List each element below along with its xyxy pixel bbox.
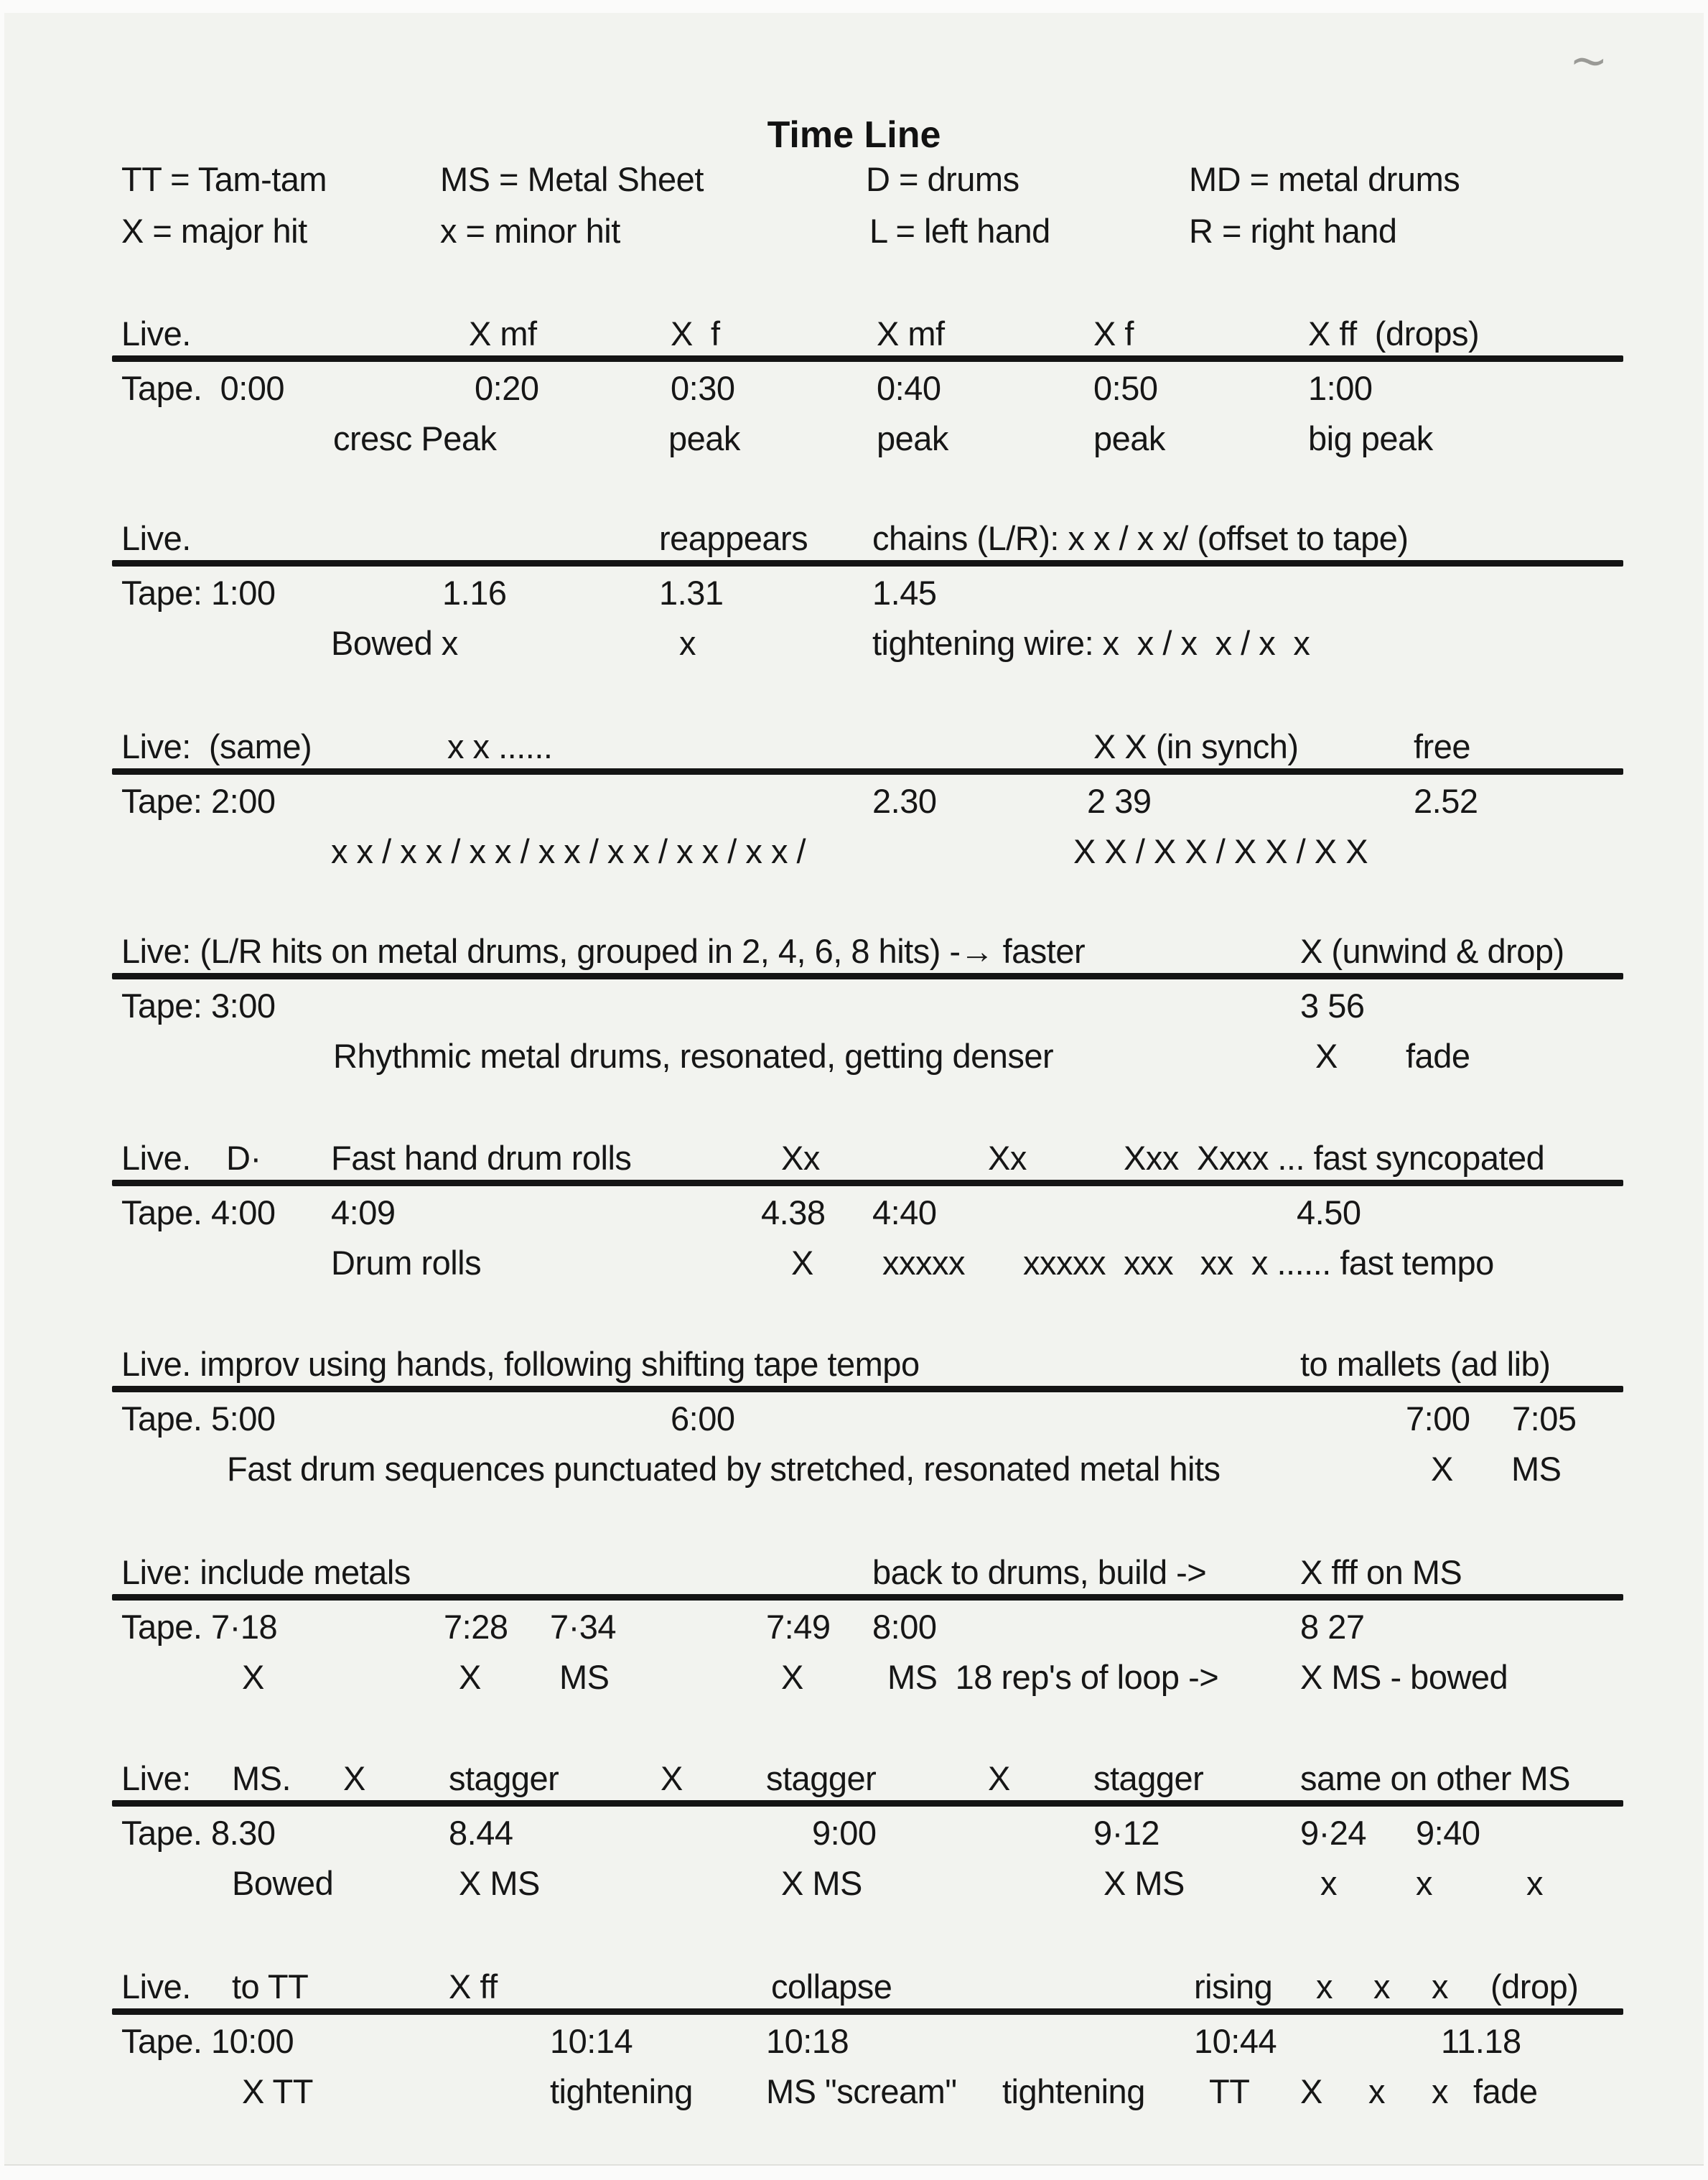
sub-row-item: cresc Peak	[333, 419, 497, 457]
sub-row-item: X MS	[781, 1864, 862, 1902]
tape-row-item: 10:44	[1194, 2022, 1277, 2060]
tape-row-item: 0:50	[1093, 369, 1158, 407]
sub-row-item: peak	[1093, 419, 1165, 457]
live-row-item: X	[661, 1759, 683, 1797]
live-row-item: Live.	[121, 519, 191, 557]
sub-row-item: Fast drum sequences punctuated by stretched, resonated metal hits	[227, 1450, 1221, 1488]
live-row-item: X ff	[449, 1967, 498, 2006]
tape-row-item: 7·34	[550, 1608, 617, 1646]
sub-row-item: X X / X X / X X / X X	[1073, 832, 1368, 870]
tape-row-item: Tape. 8.30	[121, 1814, 276, 1852]
section-divider-rule	[112, 2008, 1623, 2015]
tape-row-item: Tape. 4:00	[121, 1193, 276, 1231]
live-row-item: stagger	[766, 1759, 877, 1797]
live-row-item: D·	[226, 1139, 261, 1177]
live-row-item: Live: (L/R hits on metal drums, grouped in 2, 4, 6, 8 hits) -→ faster	[121, 932, 1086, 970]
sub-row-item: x	[1432, 2072, 1448, 2110]
tape-row-item: Tape. 10:00	[121, 2022, 294, 2060]
sub-row-item: MS	[559, 1658, 610, 1696]
live-row-item: stagger	[1093, 1759, 1204, 1797]
tape-row-item: 9·12	[1093, 1814, 1160, 1852]
live-row-item: X	[343, 1759, 365, 1797]
sub-row-item: tightening wire: x x / x x / x x	[872, 624, 1310, 662]
live-row-item: same on other MS	[1300, 1759, 1571, 1797]
tape-row-item: 4.50	[1297, 1193, 1361, 1231]
live-row-item: reappears	[659, 519, 808, 557]
legend-item: X = major hit	[121, 212, 307, 250]
live-row-item: Live: include metals	[121, 1553, 411, 1591]
timeline-sections	[4, 13, 1704, 2164]
sub-row-item: peak	[877, 419, 948, 457]
live-row-item: x	[1432, 1967, 1448, 2006]
tape-row-item: 4.38	[761, 1193, 826, 1231]
live-row-item: Xx	[988, 1139, 1027, 1177]
tape-row-item: Tape: 1:00	[121, 574, 276, 612]
sub-row-item: big peak	[1308, 419, 1433, 457]
sub-row-item: TT	[1209, 2072, 1250, 2110]
sub-row-item: Bowed	[232, 1864, 334, 1902]
sub-row-item: X	[781, 1658, 803, 1696]
live-row-item: rising	[1194, 1967, 1273, 2006]
live-row-item: X mf	[469, 315, 537, 353]
tape-row-item: 2.52	[1414, 782, 1478, 820]
timeline-section-9	[4, 13, 1704, 2164]
legend-item: R = right hand	[1189, 212, 1397, 250]
live-row-item: X X (in synch)	[1093, 727, 1299, 765]
sub-row-item: xxxxx	[882, 1244, 965, 1282]
sub-row-item: tightening	[550, 2072, 693, 2110]
scanned-timeline-page	[4, 13, 1704, 2166]
tape-row-item: Tape. 0:00	[121, 369, 285, 407]
sub-row-item: x	[1526, 1864, 1543, 1902]
live-row-item: Live: (same)	[121, 727, 312, 765]
legend-item: TT = Tam-tam	[121, 160, 327, 198]
sub-row-item: tightening	[1002, 2072, 1145, 2110]
tape-row-item: 1.16	[442, 574, 507, 612]
sub-row-item: X TT	[242, 2072, 313, 2110]
sub-row-item: x	[679, 624, 696, 662]
tape-row-item: Tape. 7·18	[121, 1608, 278, 1646]
tape-row-item: 10:18	[766, 2022, 849, 2060]
tape-row-item: 1:00	[1308, 369, 1373, 407]
tape-row-item: 4:09	[331, 1193, 396, 1231]
live-row-item: X ff (drops)	[1308, 315, 1480, 353]
tape-row-item: 0:30	[671, 369, 735, 407]
legend-item: MS = Metal Sheet	[440, 160, 704, 198]
sub-row-item: x	[1416, 1864, 1432, 1902]
live-row-item: back to drums, build ->	[872, 1553, 1207, 1591]
sub-row-item: fade	[1473, 2072, 1538, 2110]
sub-row-item: X	[242, 1658, 264, 1696]
tape-row-item: 3 56	[1300, 987, 1365, 1025]
live-row-item: to TT	[232, 1967, 309, 2006]
live-row-item: x	[1316, 1967, 1333, 2006]
live-row-item: chains (L/R): x x / x x/ (offset to tape)	[872, 519, 1409, 557]
tape-row-item: 9:40	[1416, 1814, 1480, 1852]
live-row-item: X (unwind & drop)	[1300, 932, 1564, 970]
sub-row-item: X	[1300, 2072, 1322, 2110]
sub-row-item: MS	[1511, 1450, 1562, 1488]
live-row-item: Xx	[781, 1139, 820, 1177]
sub-row-item: Bowed x	[331, 624, 458, 662]
live-row-item: X mf	[877, 315, 945, 353]
sub-row-item: MS "scream"	[766, 2072, 957, 2110]
live-row-item: X f	[671, 315, 720, 353]
tape-row-item: 11.18	[1441, 2022, 1521, 2060]
live-row-item: to mallets (ad lib)	[1300, 1345, 1551, 1383]
tape-row-item: 6:00	[671, 1399, 735, 1438]
tape-row-item: 2.30	[872, 782, 937, 820]
tape-row-item: Tape. 5:00	[121, 1399, 276, 1438]
page-title: Time Line	[767, 114, 941, 156]
live-row-item: Live.	[121, 1967, 191, 2006]
sub-row-item: Rhythmic metal drums, resonated, getting denser	[333, 1037, 1054, 1075]
tape-row-item: 8.44	[449, 1814, 513, 1852]
legend-item: MD = metal drums	[1189, 160, 1460, 198]
tape-row-item: 9:00	[812, 1814, 877, 1852]
sub-row-item: MS 18 rep's of loop ->	[887, 1658, 1219, 1696]
pen-scratch-mark: ~	[1567, 33, 1610, 89]
sub-row-item: x	[1320, 1864, 1337, 1902]
live-row-item: x x ......	[447, 727, 553, 765]
sub-row-item: x	[1368, 2072, 1385, 2110]
legend-item: L = left hand	[869, 212, 1050, 250]
tape-row-item: Tape: 3:00	[121, 987, 276, 1025]
tape-row-item: 0:20	[475, 369, 539, 407]
sub-row-item: x x / x x / x x / x x / x x / x x / x x /	[331, 832, 806, 870]
tape-row-item: 2 39	[1087, 782, 1152, 820]
sub-row-item: X MS	[1103, 1864, 1185, 1902]
tape-row-item: 7:05	[1512, 1399, 1577, 1438]
live-row-item: x	[1373, 1967, 1390, 2006]
sub-row-item: xxxxx xxx xx x ...... fast tempo	[1023, 1244, 1494, 1282]
live-row-item: stagger	[449, 1759, 559, 1797]
tape-row-item: 8 27	[1300, 1608, 1365, 1646]
tape-row-item: 0:40	[877, 369, 941, 407]
live-row-item: Fast hand drum rolls	[331, 1139, 632, 1177]
live-row-item: (drop)	[1490, 1967, 1579, 2006]
sub-row-item: X MS - bowed	[1300, 1658, 1508, 1696]
sub-row-item: X	[1431, 1450, 1453, 1488]
tape-row-item: 10:14	[550, 2022, 633, 2060]
sub-row-item: peak	[668, 419, 740, 457]
live-row-item: X	[988, 1759, 1010, 1797]
legend-item: D = drums	[866, 160, 1019, 198]
tape-row-item: 1.31	[659, 574, 724, 612]
tape-row-item: 4:40	[872, 1193, 937, 1231]
sub-row-item: X MS	[459, 1864, 540, 1902]
sub-row-item: fade	[1406, 1037, 1470, 1075]
live-row-item: Live:	[121, 1759, 191, 1797]
live-row-item: X fff on MS	[1300, 1553, 1462, 1591]
tape-row-item: 7:49	[766, 1608, 831, 1646]
live-row-item: free	[1414, 727, 1470, 765]
live-row-item: collapse	[771, 1967, 892, 2006]
tape-row-item: 8:00	[872, 1608, 937, 1646]
sub-row-item: Drum rolls	[331, 1244, 482, 1282]
tape-row-item: 1.45	[872, 574, 937, 612]
live-row-item: Live. improv using hands, following shifting tape tempo	[121, 1345, 920, 1383]
live-row-item: Live.	[121, 315, 191, 353]
sub-row-item: X	[791, 1244, 813, 1282]
live-row-item: X f	[1093, 315, 1134, 353]
legend-item: x = minor hit	[440, 212, 620, 250]
sub-row-item: X	[1315, 1037, 1338, 1075]
sub-row-item: X	[459, 1658, 481, 1696]
live-row-item: Xxx Xxxx ... fast syncopated	[1124, 1139, 1545, 1177]
tape-row-item: Tape: 2:00	[121, 782, 276, 820]
tape-row-item: 9·24	[1300, 1814, 1367, 1852]
tape-row-item: 7:28	[444, 1608, 508, 1646]
live-row-item: Live.	[121, 1139, 191, 1177]
tape-row-item: 7:00	[1406, 1399, 1470, 1438]
live-row-item: MS.	[232, 1759, 291, 1797]
